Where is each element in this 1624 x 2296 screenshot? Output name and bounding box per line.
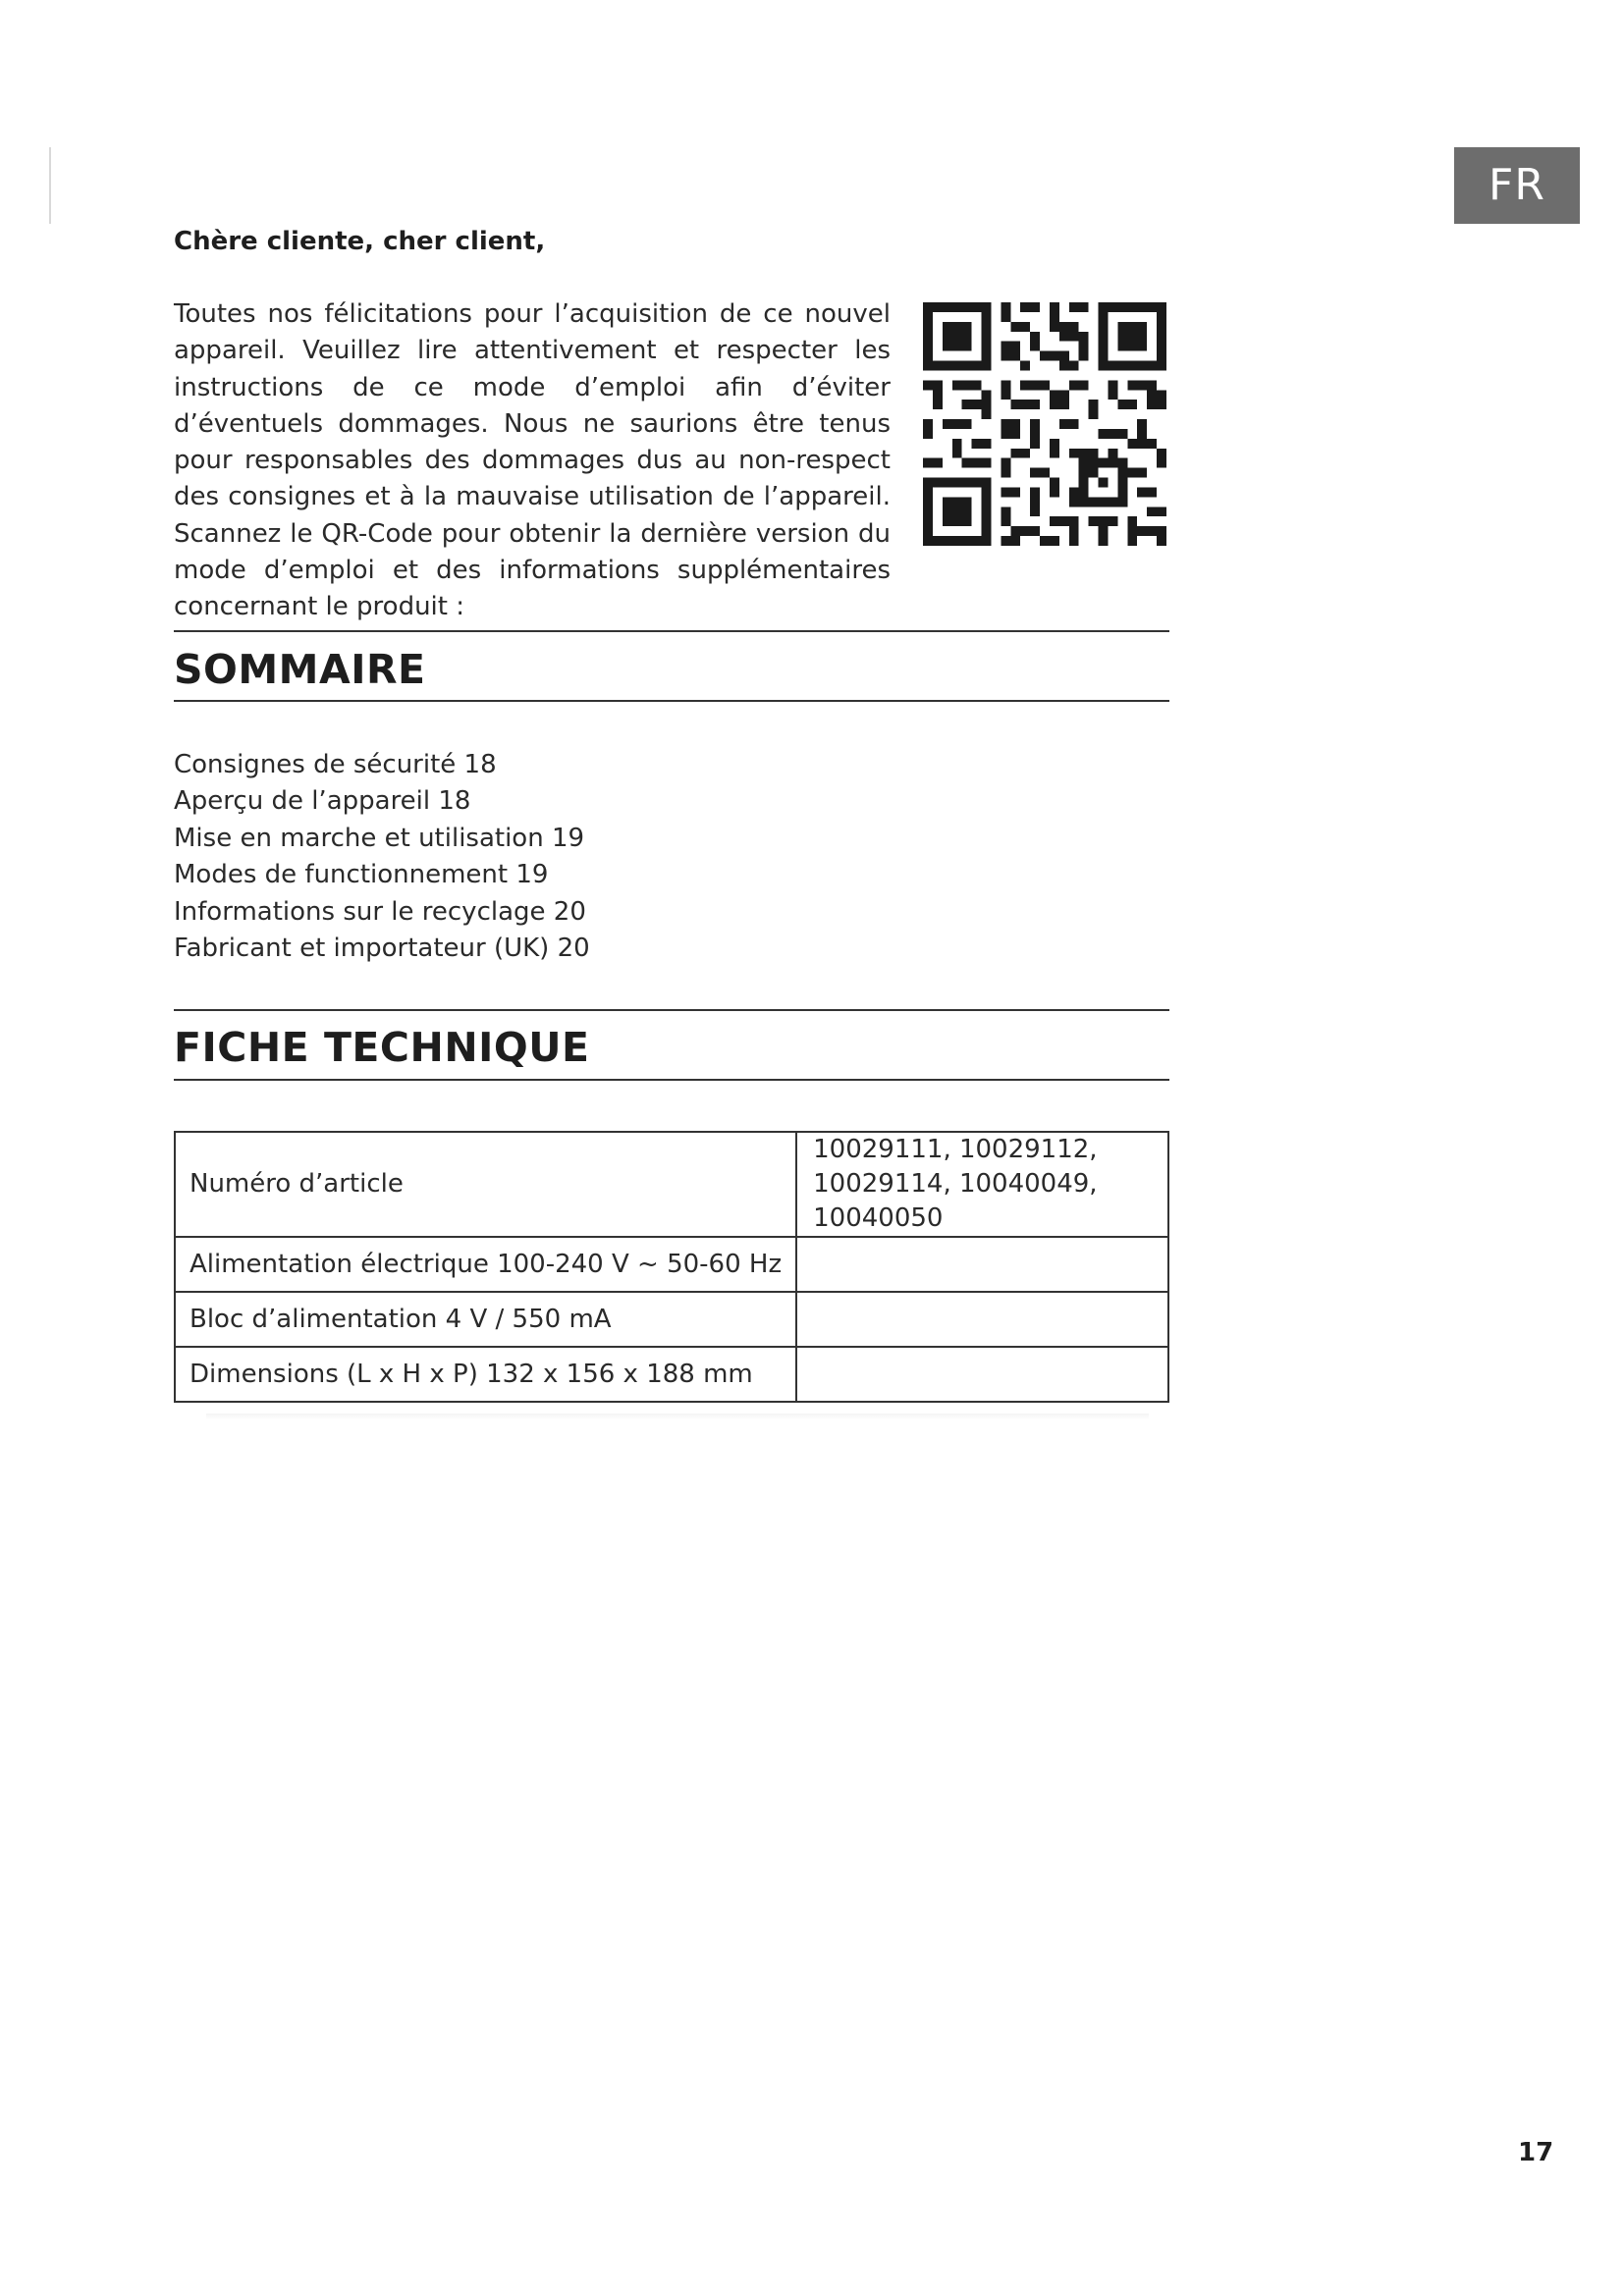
summary-item-safety: Consignes de sécurité 18	[174, 750, 497, 779]
table-row	[175, 1132, 1168, 1237]
table-row	[175, 1347, 1168, 1402]
spec-label: Dimensions (L x H x P) 132 x 156 x 188 mm	[175, 1347, 796, 1402]
greeting: Chère cliente, cher client,	[174, 227, 546, 256]
intro-paragraph: Toutes nos félicitations pour l’acquisition de ce nouvel appareil. Veuillez lire attentivement et respecter les instructions de ce mode d’emploi afin d’éviter d’éventuels dommages. Nous ne saurions être tenus pour responsables des dommages dus au non-respect des consignes et à la mauvaise utilisation de l’appareil. Scannez le QR-Code pour obtenir la dernière version du mode d’emploi et des informations supplémentaires concernant le produit :	[174, 299, 891, 622]
spec-label: Numéro d’article	[175, 1132, 796, 1237]
spec-value: 10029111, 10029112, 10029114, 10040049, 10040050	[796, 1132, 1168, 1237]
table-shadow	[206, 1414, 1149, 1419]
spec-value	[796, 1237, 1168, 1292]
summary-item-startup: Mise en marche et utilisation 19	[174, 823, 585, 853]
summary-item-recycling: Informations sur le recyclage 20	[174, 896, 586, 927]
qr-code-icon	[923, 302, 1166, 546]
spec-table	[174, 1131, 1169, 1403]
specs-title: FICHE TECHNIQUE	[174, 1024, 590, 1071]
table-row	[175, 1292, 1168, 1347]
summary-item-overview: Aperçu de l’appareil 18	[174, 786, 471, 817]
summary-title: SOMMAIRE	[174, 646, 426, 693]
language-tab: FR	[1454, 147, 1580, 224]
summary-item-manufacturer: Fabricant et importateur (UK) 20	[174, 934, 590, 964]
spec-label: Bloc d’alimentation 4 V / 550 mA	[175, 1292, 796, 1347]
spec-label: Alimentation électrique 100-240 V ~ 50-60 Hz	[175, 1237, 796, 1292]
page-number: 17	[1518, 2138, 1554, 2167]
spec-value	[796, 1347, 1168, 1402]
spec-value	[796, 1292, 1168, 1347]
summary-bottom-rule	[174, 700, 1169, 702]
margin-marker	[49, 147, 51, 224]
specs-top-rule	[174, 1009, 1169, 1011]
summary-list	[174, 747, 590, 967]
summary-item-modes: Modes de functionnement 19	[174, 860, 549, 890]
table-row	[175, 1237, 1168, 1292]
specs-bottom-rule	[174, 1079, 1169, 1081]
summary-top-rule	[174, 630, 1169, 632]
